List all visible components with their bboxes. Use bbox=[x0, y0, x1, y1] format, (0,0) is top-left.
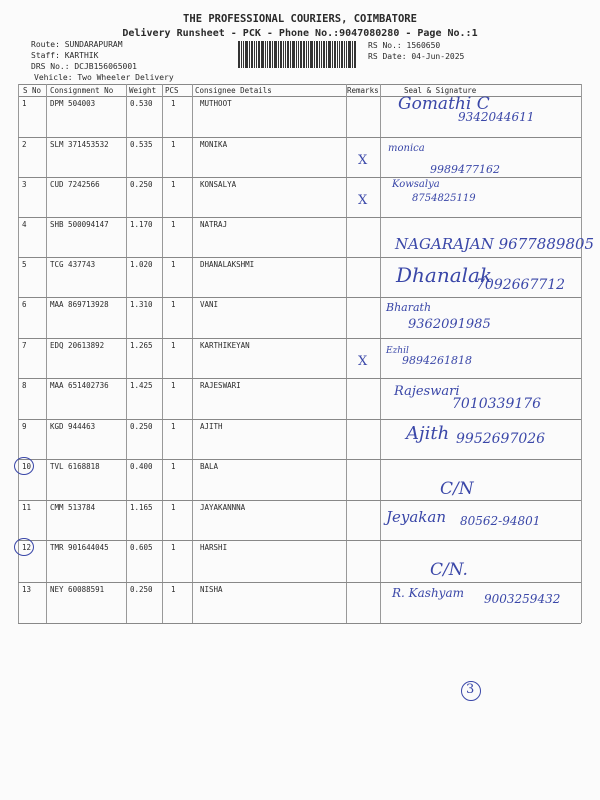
barcode-bar bbox=[319, 41, 320, 68]
row-sno: 13 bbox=[22, 585, 32, 594]
handwritten-signature: monica bbox=[388, 143, 425, 154]
pcs-value: 1 bbox=[171, 99, 176, 108]
row-sno: 12 bbox=[22, 543, 32, 552]
barcode-bar bbox=[308, 41, 309, 68]
remark-mark: X bbox=[358, 354, 368, 369]
consignment-number: MAA 651402736 bbox=[50, 381, 109, 390]
barcode-bar bbox=[296, 41, 297, 68]
barcode-bar bbox=[241, 41, 242, 68]
pcs-value: 1 bbox=[171, 422, 176, 431]
table-column-divider bbox=[192, 84, 193, 623]
weight-value: 0.250 bbox=[130, 422, 153, 431]
barcode-bar bbox=[251, 41, 253, 68]
barcode-bar bbox=[352, 41, 353, 68]
handwritten-signature: Bharath bbox=[386, 301, 432, 314]
col-header-remarks: Remarks bbox=[347, 86, 379, 95]
weight-value: 0.605 bbox=[130, 543, 153, 552]
table-column-divider bbox=[346, 84, 347, 623]
table-row-divider bbox=[18, 623, 581, 624]
pcs-value: 1 bbox=[171, 180, 176, 189]
table-row-divider bbox=[18, 419, 581, 420]
row-sno: 9 bbox=[22, 422, 27, 431]
table-column-divider bbox=[46, 84, 47, 623]
handwritten-phone: 7010339176 bbox=[452, 396, 542, 412]
table-row-divider bbox=[18, 338, 581, 339]
barcode-bar bbox=[334, 41, 336, 68]
consignee-name: MUTHOOT bbox=[200, 99, 232, 108]
barcode-bar bbox=[346, 41, 347, 68]
row-sno: 4 bbox=[22, 220, 27, 229]
pcs-value: 1 bbox=[171, 300, 176, 309]
barcode-bar bbox=[283, 41, 284, 68]
page-mark-circle bbox=[461, 681, 481, 701]
handwritten-signature: Ezhil bbox=[386, 346, 409, 356]
barcode-bar bbox=[249, 41, 250, 68]
weight-value: 0.535 bbox=[130, 140, 153, 149]
barcode-bar bbox=[274, 41, 277, 68]
pcs-value: 1 bbox=[171, 140, 176, 149]
barcode-image bbox=[238, 41, 360, 68]
row-sno: 8 bbox=[22, 381, 27, 390]
barcode-bar bbox=[354, 41, 356, 68]
barcode-bar bbox=[348, 41, 351, 68]
pcs-value: 1 bbox=[171, 543, 176, 552]
row-sno: 1 bbox=[22, 99, 27, 108]
table-row-divider bbox=[18, 500, 581, 501]
barcode-bar bbox=[328, 41, 331, 68]
barcode-bar bbox=[337, 41, 338, 68]
handwritten-phone: 80562-94801 bbox=[460, 514, 541, 528]
barcode-bar bbox=[316, 41, 318, 68]
barcode-bar bbox=[238, 41, 240, 68]
col-header-pcs: PCS bbox=[165, 86, 179, 95]
barcode-bar bbox=[261, 41, 264, 68]
consignment-number: CMM 513784 bbox=[50, 503, 96, 512]
weight-value: 0.400 bbox=[130, 462, 153, 471]
consignee-name: MONIKA bbox=[200, 140, 228, 149]
barcode-bar bbox=[314, 41, 315, 68]
weight-value: 1.425 bbox=[130, 381, 153, 390]
weight-value: 0.250 bbox=[130, 585, 153, 594]
handwritten-phone: 7092667712 bbox=[476, 277, 566, 293]
remark-mark: X bbox=[358, 193, 368, 208]
handwritten-signature: Rajeswari bbox=[394, 384, 460, 399]
col-header-consignment: Consignment No bbox=[50, 86, 114, 95]
handwritten-phone: C/N. bbox=[430, 560, 468, 580]
consignment-number: DPM 504003 bbox=[50, 99, 96, 108]
col-header-sno: S No bbox=[23, 86, 42, 95]
remark-mark: X bbox=[358, 153, 368, 168]
weight-value: 1.020 bbox=[130, 260, 153, 269]
barcode-bar bbox=[269, 41, 271, 68]
row-sno: 11 bbox=[22, 503, 32, 512]
handwritten-phone: 9362091985 bbox=[408, 317, 491, 332]
barcode-bar bbox=[326, 41, 327, 68]
rs-number: RS No.: 1560650 bbox=[368, 41, 441, 50]
barcode-bar bbox=[267, 41, 268, 68]
consignee-name: KONSALYA bbox=[200, 180, 237, 189]
barcode-bar bbox=[278, 41, 279, 68]
consignee-name: NISHA bbox=[200, 585, 223, 594]
pcs-value: 1 bbox=[171, 585, 176, 594]
barcode-bar bbox=[254, 41, 255, 68]
consignee-name: RAJESWARI bbox=[200, 381, 241, 390]
barcode-bar bbox=[287, 41, 289, 68]
table-top-border bbox=[18, 84, 581, 85]
col-header-consignee: Consignee Details bbox=[195, 86, 272, 95]
table-column-divider bbox=[380, 84, 381, 623]
consignment-number: TMR 901644045 bbox=[50, 543, 109, 552]
table-row-divider bbox=[18, 378, 581, 379]
barcode-bar bbox=[280, 41, 282, 68]
consignment-number: EDQ 20613892 bbox=[50, 341, 105, 350]
barcode-bar bbox=[256, 41, 257, 68]
company-title: THE PROFESSIONAL COURIERS, COIMBATORE bbox=[183, 13, 417, 25]
handwritten-phone: 9003259432 bbox=[484, 592, 561, 606]
handwritten-phone: 9989477162 bbox=[430, 163, 500, 176]
row-sno: 7 bbox=[22, 341, 27, 350]
table-row-divider bbox=[18, 177, 581, 178]
pcs-value: 1 bbox=[171, 381, 176, 390]
table-row-divider bbox=[18, 137, 581, 138]
vehicle-label: Vehicle: Two Wheeler Delivery bbox=[34, 73, 174, 82]
consignment-number: TVL 6168818 bbox=[50, 462, 100, 471]
barcode-bar bbox=[298, 41, 299, 68]
consignment-number: TCG 437743 bbox=[50, 260, 96, 269]
table-column-divider bbox=[581, 84, 582, 623]
handwritten-signature: Kowsalya bbox=[392, 179, 440, 190]
table-column-divider bbox=[162, 84, 163, 623]
weight-value: 1.165 bbox=[130, 503, 153, 512]
handwritten-phone: NAGARAJAN 9677889805 bbox=[395, 235, 595, 253]
consignment-number: SLM 371453532 bbox=[50, 140, 109, 149]
table-row-divider bbox=[18, 257, 581, 258]
barcode-bar bbox=[290, 41, 291, 68]
table-row-divider bbox=[18, 459, 581, 460]
barcode-bar bbox=[344, 41, 345, 68]
consignee-name: JAYAKANNNA bbox=[200, 503, 246, 512]
barcode-bar bbox=[341, 41, 343, 68]
pcs-value: 1 bbox=[171, 462, 176, 471]
handwritten-phone: 9952697026 bbox=[456, 431, 546, 447]
page-mark: 3 bbox=[466, 682, 475, 697]
row-sno: 5 bbox=[22, 260, 27, 269]
handwritten-signature: Gomathi C bbox=[398, 94, 490, 114]
barcode-bar bbox=[258, 41, 260, 68]
barcode-bar bbox=[332, 41, 333, 68]
barcode-bar bbox=[285, 41, 286, 68]
row-sno: 6 bbox=[22, 300, 27, 309]
drs-number: DRS No.: DCJB156065001 bbox=[31, 62, 137, 71]
pcs-value: 1 bbox=[171, 220, 176, 229]
handwritten-signature: Dhanalak bbox=[396, 263, 493, 287]
staff-label: Staff: KARTHIK bbox=[31, 51, 99, 60]
table-column-divider bbox=[126, 84, 127, 623]
weight-value: 0.530 bbox=[130, 99, 153, 108]
table-header-border bbox=[18, 96, 581, 97]
table-row-divider bbox=[18, 217, 581, 218]
handwritten-phone: C/N bbox=[440, 479, 474, 499]
handwritten-signature: R. Kashyam bbox=[392, 586, 464, 600]
table-row-divider bbox=[18, 297, 581, 298]
pcs-value: 1 bbox=[171, 260, 176, 269]
col-header-signature: Seal & Signature bbox=[404, 86, 477, 95]
barcode-bar bbox=[310, 41, 313, 68]
barcode-bar bbox=[323, 41, 325, 68]
row-sno: 2 bbox=[22, 140, 27, 149]
barcode-bar bbox=[292, 41, 295, 68]
consignee-name: BALA bbox=[200, 462, 219, 471]
weight-value: 0.250 bbox=[130, 180, 153, 189]
table-row-divider bbox=[18, 540, 581, 541]
row-sno: 10 bbox=[22, 462, 32, 471]
barcode-bar bbox=[339, 41, 340, 68]
runsheet-subtitle: Delivery Runsheet - PCK - Phone No.:9047080280 - Page No.:1 bbox=[122, 28, 478, 39]
consignment-number: NEY 60088591 bbox=[50, 585, 105, 594]
consignee-name: HARSHI bbox=[200, 543, 228, 552]
circled-serial-mark bbox=[14, 538, 34, 556]
consignee-name: VANI bbox=[200, 300, 219, 309]
barcode-bar bbox=[300, 41, 302, 68]
weight-value: 1.310 bbox=[130, 300, 153, 309]
table-row-divider bbox=[18, 582, 581, 583]
consignment-number: KGD 944463 bbox=[50, 422, 96, 431]
barcode-bar bbox=[243, 41, 244, 68]
pcs-value: 1 bbox=[171, 503, 176, 512]
consignee-name: KARTHIKEYAN bbox=[200, 341, 250, 350]
handwritten-signature: Jeyakan bbox=[386, 508, 446, 526]
route-label: Route: SUNDARAPURAM bbox=[31, 40, 123, 49]
handwritten-phone: 9342044611 bbox=[458, 110, 535, 124]
consignment-number: SHB 500094147 bbox=[50, 220, 109, 229]
barcode-bar bbox=[245, 41, 248, 68]
consignment-number: MAA 869713928 bbox=[50, 300, 109, 309]
weight-value: 1.265 bbox=[130, 341, 153, 350]
consignment-number: CUD 7242566 bbox=[50, 180, 100, 189]
barcode-bar bbox=[306, 41, 307, 68]
row-sno: 3 bbox=[22, 180, 27, 189]
barcode-bar bbox=[303, 41, 305, 68]
consignee-name: NATRAJ bbox=[200, 220, 228, 229]
rs-date: RS Date: 04-Jun-2025 bbox=[368, 52, 465, 61]
handwritten-signature: Ajith bbox=[406, 423, 450, 444]
weight-value: 1.170 bbox=[130, 220, 153, 229]
barcode-bar bbox=[321, 41, 322, 68]
handwritten-phone: 9894261818 bbox=[402, 354, 472, 367]
pcs-value: 1 bbox=[171, 341, 176, 350]
barcode-bar bbox=[265, 41, 266, 68]
consignee-name: AJITH bbox=[200, 422, 223, 431]
handwritten-phone: 8754825119 bbox=[412, 193, 476, 204]
barcode-bar bbox=[272, 41, 273, 68]
col-header-weight: Weight bbox=[129, 86, 157, 95]
circled-serial-mark bbox=[14, 457, 34, 475]
consignee-name: DHANALAKSHMI bbox=[200, 260, 255, 269]
